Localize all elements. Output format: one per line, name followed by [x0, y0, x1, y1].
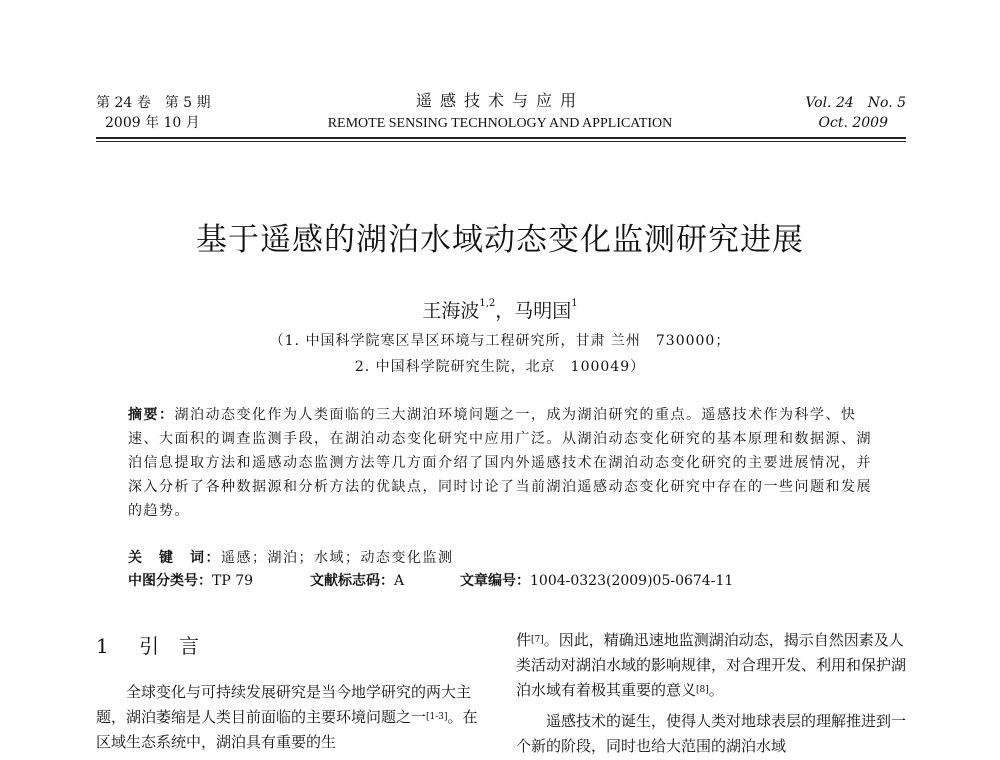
journal-name-en: REMOTE SENSING TECHNOLOGY AND APPLICATION [327, 116, 673, 131]
article-label: 文章编号： [460, 573, 530, 589]
author-2-affil: 1 [571, 297, 578, 309]
clc-value: TP 79 [212, 573, 254, 589]
doc-label: 文献标志码： [310, 573, 394, 589]
section-number: 1 [96, 634, 109, 658]
citation: [8] [696, 685, 709, 695]
right-paragraph-2: 遥感技术的诞生，使得人类对地球表层的理解推进到一个新的阶段，同时也给大范围的湖泊水域 [516, 712, 907, 755]
author-separator: ， [495, 300, 515, 322]
clc-label: 中图分类号： [128, 573, 212, 589]
affiliation-1: （1. 中国科学院寒区旱区环境与工程研究所，甘肃 兰州 730000； [269, 333, 731, 349]
article-value: 1004-0323(2009)05-0674-11 [530, 573, 734, 589]
right-column [516, 628, 908, 759]
citation: [1-3] [426, 712, 448, 722]
document-code [310, 570, 404, 590]
abstract [128, 403, 880, 523]
keywords-label: 关 键 词： [128, 550, 221, 566]
left-column [96, 680, 488, 755]
author-2: 马明国 [514, 300, 572, 322]
paper-title: 基于遥感的湖泊水域动态变化监测研究进展 [196, 222, 804, 258]
authors [0, 296, 1000, 323]
section-title: 引 言 [139, 634, 200, 658]
header-rule-thin [96, 141, 906, 142]
author-1-affil: 1,2 [479, 297, 496, 309]
keywords-text: 遥感；湖泊；水域；动态变化监测 [221, 550, 454, 566]
journal-name-cn: 遥感技术与应用 [415, 91, 584, 110]
abstract-text: 湖泊动态变化作为人类面临的三大湖泊环境问题之一，成为湖泊研究的重点。遥感技术作为科学、快速、大面积的调查监测手段，在湖泊动态变化研究中应用广泛。从湖泊动态变化研究的基本原理和数据源、湖泊信息提取方法和遥感动态监测方法等几方面介绍了国内外遥感技术在湖泊动态变化研究的主要进展情况，并深入分析了各种数据源和分析方法的优缺点，同时讨论了当前湖泊遥感动态变化研究中存在的一些问题和发展的趋势。 [128, 407, 872, 519]
article-number [460, 570, 733, 590]
affiliation-2: 2. 中国科学院研究生院，北京 100049） [354, 359, 646, 375]
right-paragraph-1: 件[7]。因此，精确迅速地监测湖泊动态，揭示自然因素及人类活动对湖泊水域的影响规律，对合理开发、利用和保护湖泊水域有着极其重要的意义[8]。 [516, 631, 907, 699]
author-1: 王海波 [422, 300, 480, 322]
section-heading [96, 630, 199, 659]
citation: [7] [531, 635, 544, 645]
abstract-label: 摘要： [128, 407, 175, 423]
keywords [128, 547, 454, 567]
clc-number [128, 570, 253, 590]
date-en: Oct. 2009 [818, 115, 888, 131]
date-cn: 2009 年 10 月 [105, 115, 200, 131]
doc-value: A [394, 573, 405, 589]
left-paragraph: 全球变化与可持续发展研究是当今地学研究的两大主题，湖泊萎缩是人类目前面临的主要环境问题之一[1-3]。在区域生态系统中，湖泊具有重要的生 [96, 683, 478, 751]
volume-en: Vol. 24 No. 5 [805, 95, 906, 111]
volume-issue: 第 24 卷 第 5 期 [96, 95, 211, 111]
header-rule-thick [96, 137, 906, 139]
